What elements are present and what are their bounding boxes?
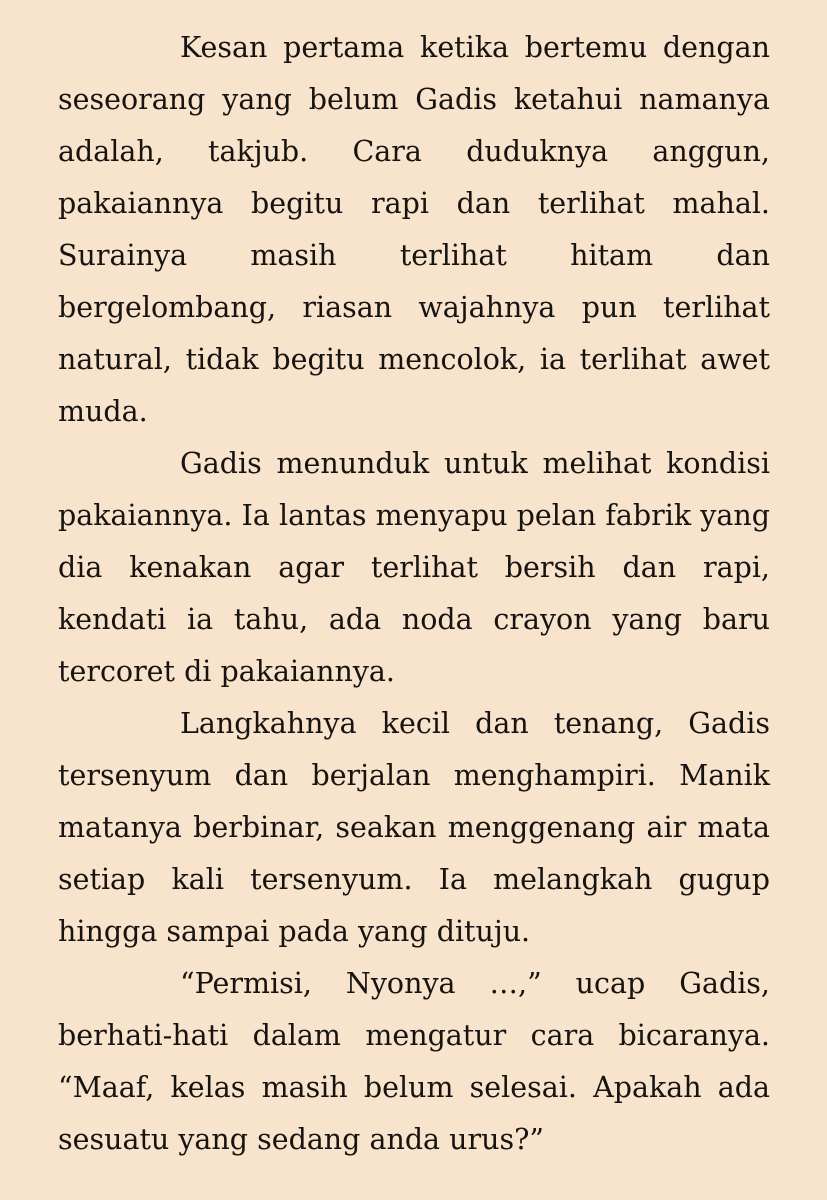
story-paragraph-2: Gadis menunduk untuk melihat kondisi pakaiannya. Ia lantas menyapu pelan fabrik yang dia kenakan agar terlihat bersih dan rapi, kendati ia tahu, ada noda crayon yang baru tercoret di pakaiannya. [58,447,770,688]
story-paragraph-4: “Permisi, Nyonya …,” ucap Gadis, berhati-hati dalam mengatur cara bicaranya. “Maaf, kelas masih belum selesai. Apakah ada sesuatu yang sedang anda urus?” [58,967,770,1156]
story-paragraph-1: Kesan pertama ketika bertemu dengan seseorang yang belum Gadis ketahui namanya adalah, takjub. Cara duduknya anggun, pakaiannya begitu rapi dan terlihat mahal. Surainya masih terlihat hitam dan bergelombang, riasan wajahnya pun terlihat natural, tidak begitu mencolok, ia terlihat awet muda. [58,31,770,428]
story-paragraph-3: Langkahnya kecil dan tenang, Gadis tersenyum dan berjalan menghampiri. Manik matanya berbinar, seakan menggenang air mata setiap kali tersenyum. Ia melangkah gugup hingga sampai pada yang dituju. [58,707,770,948]
